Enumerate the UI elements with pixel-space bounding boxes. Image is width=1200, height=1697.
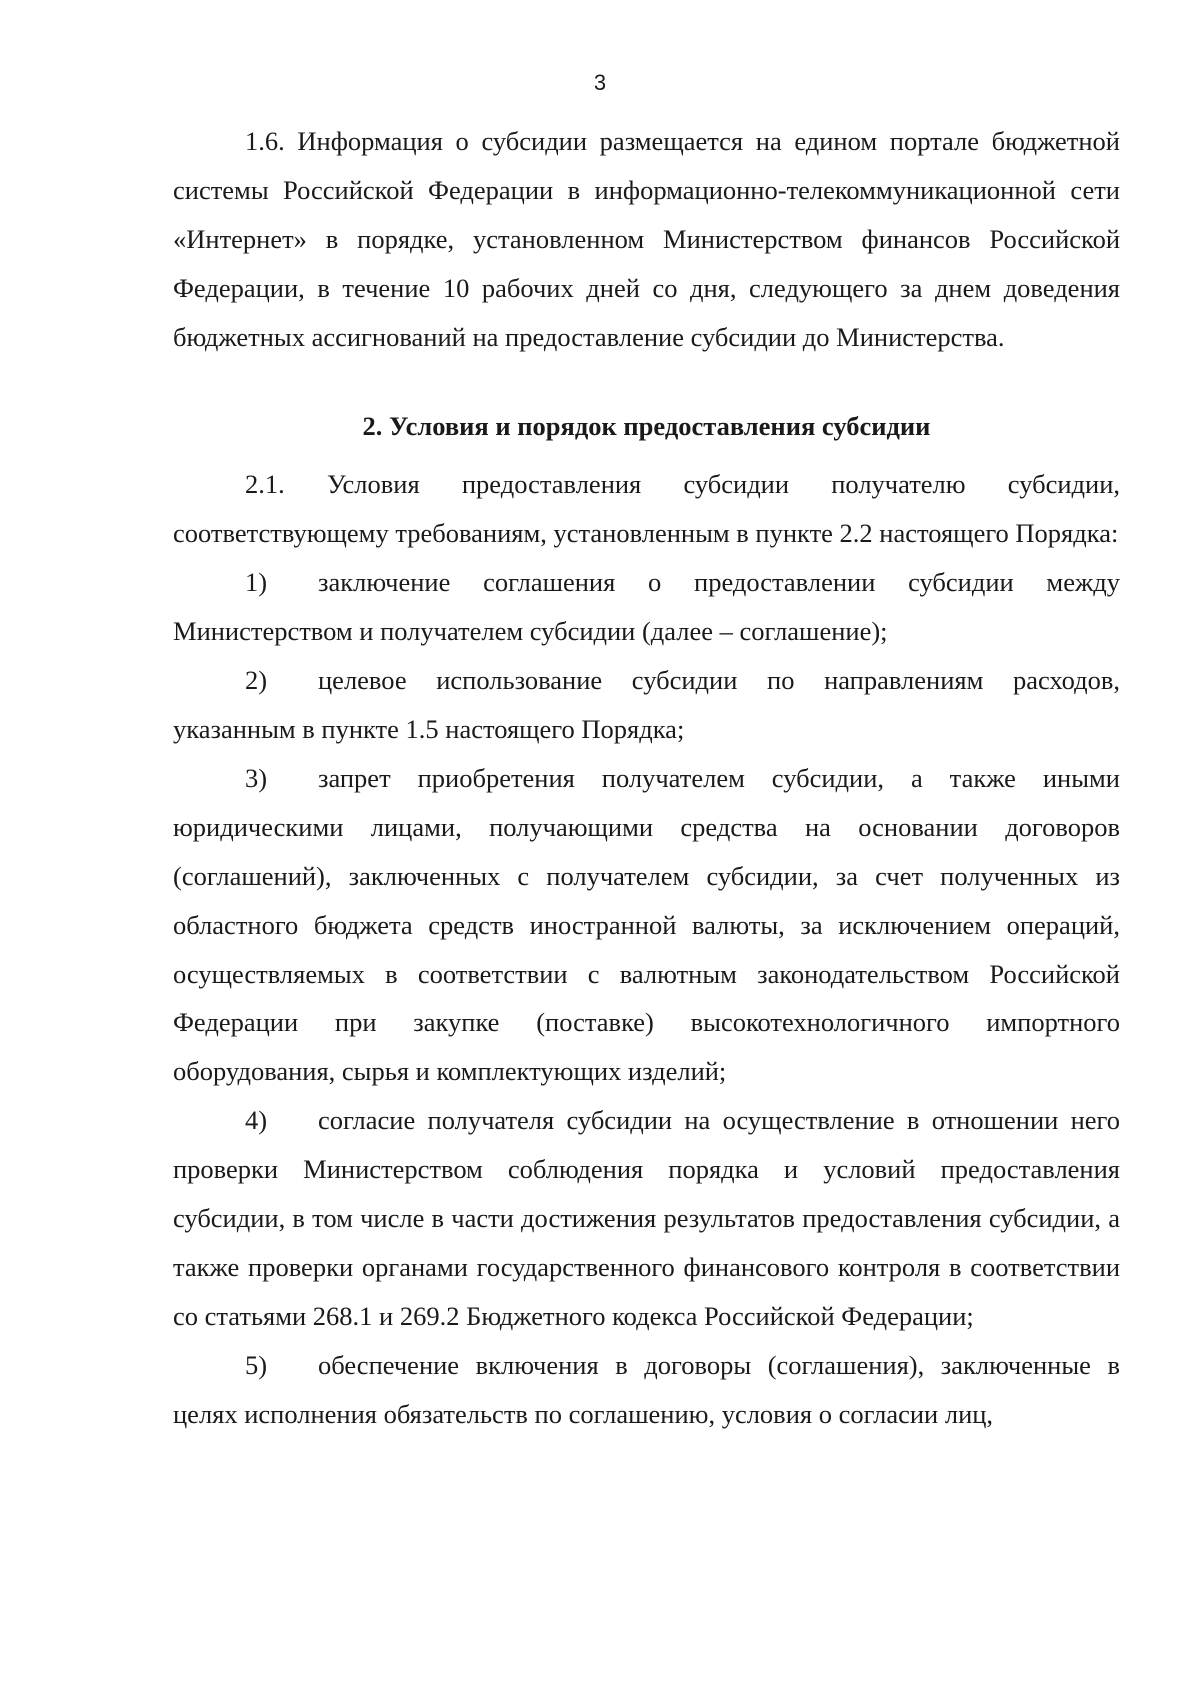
section-heading: 2. Условия и порядок предоставления субсидии [362, 410, 931, 441]
list-item-text: целевое использование субсидии по направлениям расходов, указанным в пункте 1.5 настоящего Порядка; [173, 665, 1120, 744]
paragraph-1-6: 1.6. Информация о субсидии размещается на едином портале бюджетной системы Российской Федерации в информационно-телекоммуникационной сети «Интернет» в порядке, установленном Министерством финансов Российской Федерации, в течение 10 рабочих дней со дня, следующего за днем доведения бюджетных ассигнований на предоставление субсидии до Министерства. [173, 126, 1120, 352]
list-item [173, 754, 1120, 1096]
list-item-number: 4) [245, 1105, 268, 1136]
list-item [173, 656, 1120, 754]
list-item-text: согласие получателя субсидии на осуществление в отношении него проверки Министерством соблюдения порядка и условий предоставления субсидии, в том числе в части достижения результатов предоставления субсидии, а также проверки органами государственного финансового контроля в соответствии со статьями 268.1 и 269.2 Бюджетного кодекса Российской Федерации; [173, 1105, 1120, 1331]
paragraph-2-1: 2.1. Условия предоставления субсидии получателю субсидии, соответствующему требованиям, установленным в пункте 2.2 настоящего Порядка: [173, 469, 1120, 549]
page-number: 3 [593, 70, 607, 95]
list-item-text: запрет приобретения получателем субсидии, а также иными юридическими лицами, получающими средства на основании договоров (соглашений), заключенных с получателем субсидии, за счет полученных из областного бюджета средств иностранной валюты, за исключением операций, осуществляемых в соответствии с валютным законодательством Российской Федерации при закупке (поставке) высокотехнологичного импортного оборудования, сырья и комплектующих изделий; [173, 762, 1120, 1087]
document-body [173, 117, 1120, 1439]
list-item-number: 5) [245, 1349, 268, 1380]
list-item [173, 1341, 1120, 1439]
list-item-number: 2) [245, 665, 268, 696]
list-item-number: 3) [245, 762, 268, 793]
list-item-number: 1) [245, 567, 268, 598]
list-item-text: заключение соглашения о предоставлении субсидии между Министерством и получателем субсидии (далее – соглашение); [173, 567, 1120, 647]
list-item [173, 558, 1120, 656]
list-item [173, 1096, 1120, 1341]
list-item-text: обеспечение включения в договоры (соглашения), заключенные в целях исполнения обязательств по соглашению, условия о согласии лиц, [173, 1349, 1120, 1429]
